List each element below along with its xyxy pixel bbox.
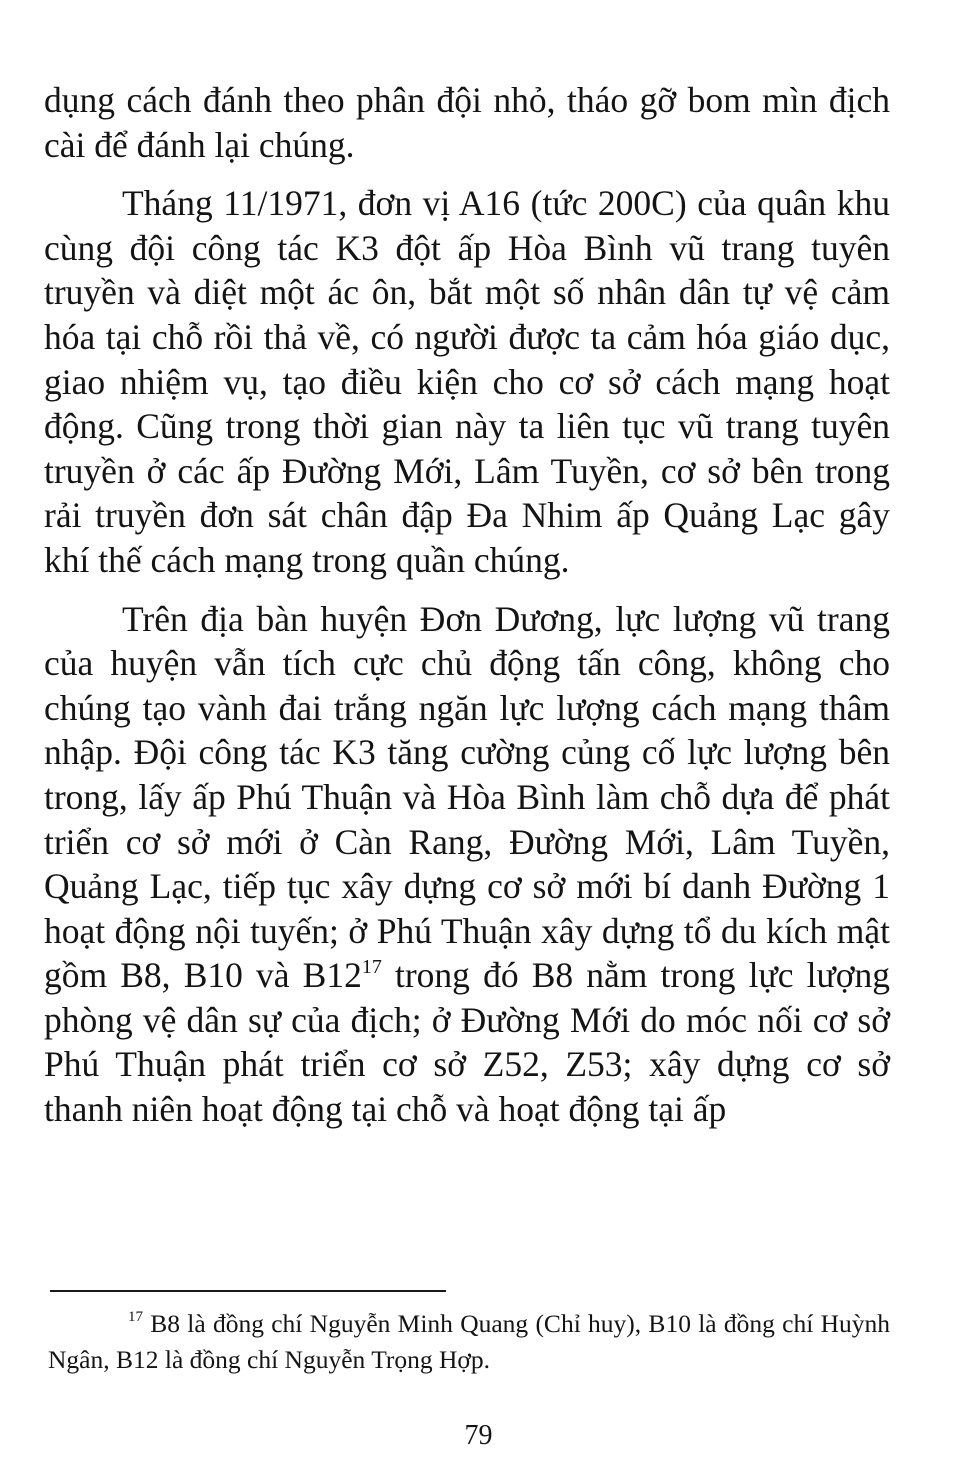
body-text <box>44 78 890 1132</box>
paragraph-3-text-after-ref: trong đó B8 nằm trong lực lượng phòng vệ dân sự của địch; ở Đường Mới do móc nối cơ sở Phú Thuận phát triển cơ sở Z52, Z53; xây dựng cơ sở thanh niên hoạt động tại chỗ và hoạt động tại ấp <box>44 955 891 1130</box>
paragraph-1: dụng cách đánh theo phân đội nhỏ, tháo gỡ bom mìn địch cài để đánh lại chúng. <box>44 80 890 165</box>
paragraph-2: Tháng 11/1971, đơn vị A16 (tức 200C) của quân khu cùng đội công tác K3 đột ấp Hòa Bình vũ trang tuyên truyền và diệt một ác ôn, bắt một số nhân dân tự vệ cảm hóa tại chỗ rồi thả về, có người được ta cảm hóa giáo dục, giao nhiệm vụ, tạo điều kiện cho cơ sở cách mạng hoạt động. Cũng trong thời gian này ta liên tục vũ trang tuyên truyền ở các ấp Đường Mới, Lâm Tuyền, cơ sở bên trong rải truyền đơn sát chân đập Đa Nhim ấp Quảng Lạc gây khí thế cách mạng trong quần chúng. <box>44 183 890 580</box>
footnote <box>48 1306 890 1378</box>
footnote-separator <box>50 1290 446 1292</box>
footnote-reference[interactable]: 17 <box>361 956 382 979</box>
footnote-marker: 17 <box>128 1309 143 1325</box>
footnote-text: B8 là đồng chí Nguyễn Minh Quang (Chỉ huy), B10 là đồng chí Huỳnh Ngân, B12 là đồng chí Nguyễn Trọng Hợp. <box>48 1309 890 1374</box>
paragraph-3 <box>44 597 890 1132</box>
page-number: 79 <box>464 1420 493 1451</box>
paragraph-3-text-before-ref: Trên địa bàn huyện Đơn Dương, lực lượng vũ trang của huyện vẫn tích cực chủ động tấn công, không cho chúng tạo vành đai trắng ngăn lực lượng cách mạng thâm nhập. Đội công tác K3 tăng cường củng cố lực lượng bên trong, lấy ấp Phú Thuận và Hòa Bình làm chỗ dựa để phát triển cơ sở mới ở Càn Rang, Đường Mới, Lâm Tuyền, Quảng Lạc, tiếp tục xây dựng cơ sở mới bí danh Đường 1 hoạt động nội tuyến; ở Phú Thuận xây dựng tổ du kích mật gồm B8, B10 và B12 <box>44 598 890 996</box>
